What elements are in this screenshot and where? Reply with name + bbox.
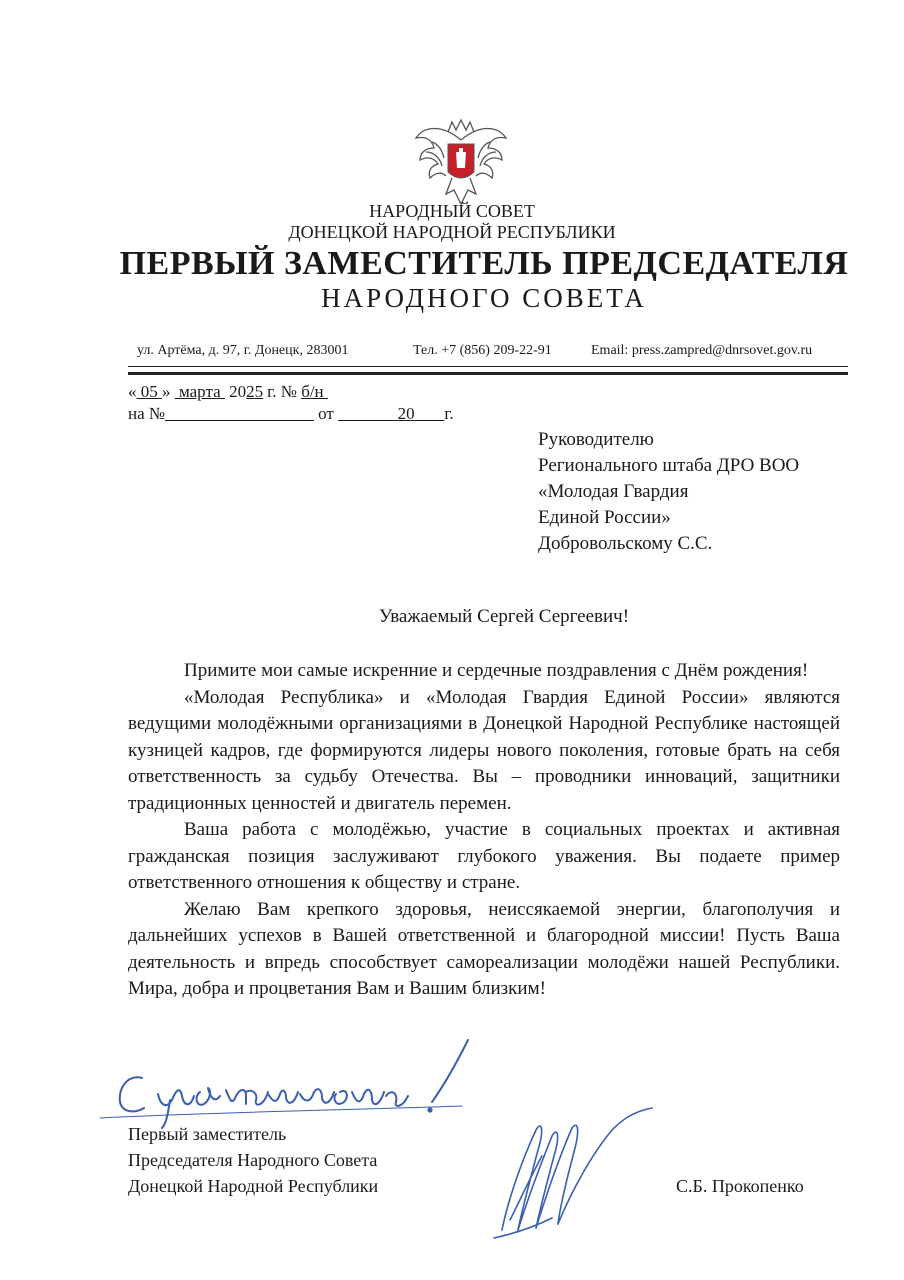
date-year-suffix: 25	[246, 382, 264, 401]
addressee-line: «Молодая Гвардия	[538, 481, 689, 502]
signatory-position-line1: Первый заместитель	[128, 1124, 287, 1144]
addressee-line: Регионального штаба ДРО ВОО	[538, 455, 800, 476]
date-year-prefix: 20	[229, 382, 247, 401]
organization-name-line1: НАРОДНЫЙ СОВЕТ	[369, 201, 535, 221]
addressee-line: Руководителю	[538, 429, 654, 450]
contact-email: Email: press.zampred@dnrsovet.gov.ru	[591, 343, 813, 358]
body-paragraph: Желаю Вам крепкого здоровья, неиссякаемой энергии, благополучия и дальнейших успехов в Вашей ответственной и благородной миссии! Пусть Ваша деятельность и впредь способствует самореализации молодёжи нашей Республики. Мира, добра и процветания Вам и Вашим близким!	[128, 898, 840, 999]
organization-name-line2: ДОНЕЦКОЙ НАРОДНОЙ РЕСПУБЛИКИ	[288, 222, 616, 242]
letterhead-subtitle: НАРОДНОГО СОВЕТА	[321, 283, 647, 313]
contact-address: ул. Артёма, д. 97, г. Донецк, 283001	[137, 343, 349, 358]
addressee-block	[538, 427, 799, 557]
signature-block	[128, 1121, 378, 1199]
body-paragraph: Примите мои самые искренние и сердечные поздравления с Днём рождения!	[184, 660, 809, 681]
coat-of-arms-emblem	[412, 118, 510, 208]
letterhead-divider-thin	[128, 366, 848, 367]
date-month: марта	[179, 382, 221, 401]
handwritten-closing	[96, 1030, 476, 1130]
letterhead-divider-thick	[128, 372, 848, 375]
letterhead-title: ПЕРВЫЙ ЗАМЕСТИТЕЛЬ ПРЕДСЕДАТЕЛЯ	[119, 245, 849, 282]
addressee-line: Единой России»	[538, 507, 671, 528]
contact-phone: Тел. +7 (856) 209-22-91	[413, 343, 552, 358]
signatory-position-line2: Председателя Народного Совета	[128, 1150, 378, 1170]
document-date-line	[128, 381, 328, 403]
reference-year-label: г.	[444, 404, 454, 423]
handwritten-signature	[482, 1100, 672, 1250]
reference-prefix: на №	[128, 404, 166, 423]
date-day: 05	[140, 382, 158, 401]
greeting: Уважаемый Сергей Сергеевич!	[378, 606, 630, 627]
letter-body	[128, 658, 840, 1003]
reference-from-label: от	[318, 404, 334, 423]
reference-year: 20	[397, 404, 415, 423]
date-quote-open: «	[128, 382, 137, 401]
reference-line	[128, 403, 454, 425]
document-number: б/н	[301, 382, 324, 401]
body-paragraph: Ваша работа с молодёжью, участие в социальных проектах и активная гражданская позиция заслуживают глубокого уважения. Вы подаете пример ответственного отношения к обществу и стране.	[128, 819, 840, 893]
addressee-line: Добровольскому С.С.	[538, 533, 713, 554]
signatory-position-line3: Донецкой Народной Республики	[128, 1176, 379, 1196]
signatory-name: С.Б. Прокопенко	[676, 1176, 804, 1196]
date-quote-close: »	[162, 382, 171, 401]
date-year-label: г. №	[267, 382, 297, 401]
body-paragraph: «Молодая Республика» и «Молодая Гвардия Единой России» являются ведущими молодёжными организациями в Донецкой Народной Республике настоящей кузницей кадров, где формируются лидеры нового поколения, готовые брать на себя ответственность за судьбу Отечества. Вы – проводники инноваций, защитники традиционных ценностей и двигатель перемен.	[128, 686, 840, 814]
